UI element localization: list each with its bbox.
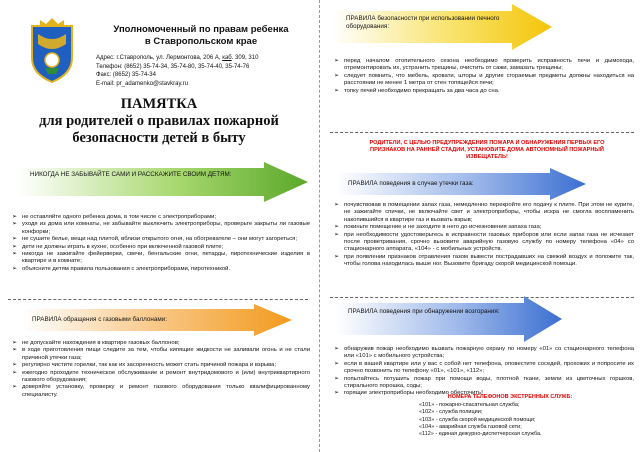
list-item [332, 376, 634, 391]
bullet-icon: ➢ [334, 224, 340, 231]
stove-banner [332, 4, 552, 50]
list-item-text: топку печей необходимо прекращать за два часа до сна. [344, 87, 500, 94]
list-item-text: в ходе приготовления пищи следите за тем, чтобы кипящие жидкости не заливали огонь и не стали причиной утечки газа; [22, 347, 310, 361]
list-item [10, 244, 310, 251]
bullet-icon: ➢ [334, 375, 340, 382]
right-column [322, 0, 640, 452]
bullet-icon: ➢ [12, 221, 18, 228]
contact-block [96, 54, 316, 88]
bullet-icon: ➢ [334, 202, 340, 208]
fire-banner [336, 296, 562, 342]
list-item [332, 88, 634, 95]
bullet-icon: ➢ [12, 369, 18, 376]
list-item-text: уходя из дома или комнаты, не забывайте выключить электроприборы, проверьте закрыты ли газовые конфорки; [22, 221, 310, 235]
bullet-icon: ➢ [12, 340, 18, 346]
divider [8, 299, 308, 300]
green-arrow-icon [18, 162, 308, 202]
bullet-icon: ➢ [12, 384, 18, 391]
fire-list [332, 346, 634, 398]
list-item [10, 340, 310, 347]
bullet-icon: ➢ [12, 243, 18, 250]
list-item [332, 224, 634, 231]
list-item-text: попытайтесь потушить пожар при помощи воды, плотной ткани, земли из цветочных горшков, стирального порошка, соды; [344, 375, 634, 390]
bullet-icon: ➢ [334, 231, 340, 238]
phone-entry: «104» - аварийная служба газовой сети; [419, 423, 522, 430]
list-item-text: покиньте помещение и не заходите в него до исчезновения запаха газа; [344, 224, 542, 231]
list-item-text: почувствовав в помещении запах газа, немедленно перекройте его подачу к плите. При этом не курите, не зажигайте спички, не включайте свет и электроприборы, чтобы искра не смогла воспламенить накопившийся в квартире газ и вызвать взрыв; [344, 202, 634, 223]
gas-leak-title: ПРАВИЛА поведения в случае утечки газа: [348, 180, 474, 187]
list-item-text: дети не должны играть в кухне, особенно при включенной газовой плите; [22, 243, 224, 250]
stove-list [332, 58, 634, 95]
phone-entry: «103» - служба скорой медицинской помощи; [419, 416, 536, 423]
address: Адрес: г.Ставрополь, ул. Лермонтова, 206 А, каб. 309, 310 [96, 55, 259, 61]
list-item [10, 266, 310, 273]
org-line-2: в Ставропольском крае [144, 36, 258, 47]
list-item [10, 370, 310, 385]
gas-leak-banner [336, 168, 586, 200]
blue-arrow-icon [336, 296, 562, 342]
list-item-text: доверяйте установку, проверку и ремонт газового оборудования только квалифицированному специалисту. [22, 384, 310, 398]
bullet-icon: ➢ [334, 58, 340, 64]
list-item-text: следует помнить, что мебель, кровати, шторы и другие сгораемые предметы должны находиться на расстоянии не менее 1 метра от стен топящейся печи; [344, 72, 634, 87]
memo-title: ПАМЯТКА для родителей о правилах пожарной безопасности детей в быту [39, 96, 279, 146]
left-column [0, 0, 318, 452]
bullet-icon: ➢ [12, 265, 18, 272]
phone-entry: «102» - служба полиции; [419, 409, 483, 416]
bullet-icon: ➢ [334, 390, 340, 397]
phone-entry: «101» - пожарно-спасательная служба; [419, 402, 520, 409]
list-item [10, 362, 310, 369]
list-item-text: при необходимости удостоверьтесь в исправности газовых приборов или если запах газа не исчезает после проветривания, срочно вызовите аварийную газовую службу по номеру телефона «04» со стационарного аппарата, «104» - с мобильных устройств. [344, 231, 634, 253]
list-item [332, 232, 634, 254]
list-item-text: не оставляйте одного ребенка дома, в том числе с электроприборами; [22, 214, 217, 220]
list-item-text: не допускайте нахождения в квартире газовых баллонов; [22, 340, 180, 346]
list-item-text: ежегодно проходите техническое обслуживание и ремонт внутридомового и (или) внутриквартирного газового оборудования; [22, 369, 310, 384]
phone: Телефон: (8652) 35-74-34, 35-74-80, 35-74-40, 35-74-76 [96, 63, 250, 70]
list-item-text: регулярно чистите горелки, так как их засоренность может стать причиной пожара и взрыва; [22, 362, 277, 369]
bullet-icon: ➢ [12, 214, 18, 220]
phones-title: НОМЕРА ТЕЛЕФОНОВ ЭКСТРЕННЫХ СЛУЖБ: [447, 394, 573, 400]
list-item [332, 361, 634, 376]
fire-title: ПРАВИЛА поведения при обнаружении возгорания: [348, 308, 500, 315]
never-forget-list [10, 214, 310, 273]
bullet-icon: ➢ [334, 346, 340, 352]
list-item-text: если в вашей квартире или у вас с собой нет телефона, оповестите соседей, прохожих и попросите их срочно позвонить по телефону «01», «101», «112»; [344, 360, 634, 375]
list-item [10, 347, 310, 362]
column-divider [319, 0, 320, 452]
fax: Факс: (8652) 35-74-34 [96, 72, 156, 79]
list-item [332, 73, 634, 88]
bullet-icon: ➢ [12, 347, 18, 354]
divider [330, 132, 634, 133]
list-item-text: не сушите белье, вещи над плитой, вблизи открытого огня, на обогревателе – они могут загореться; [22, 236, 297, 243]
phones-list [395, 402, 625, 438]
phone-entry: «112» - единая дежурно-диспетчерская служба. [419, 431, 542, 438]
never-forget-title: НИКОГДА НЕ ЗАБЫВАЙТЕ САМИ И РАССКАЖИТЕ СВОИМ ДЕТЯМ: [30, 171, 232, 178]
list-item [10, 384, 310, 399]
list-item [332, 202, 634, 224]
list-item [10, 221, 310, 236]
bullet-icon: ➢ [334, 72, 340, 79]
bullet-icon: ➢ [12, 236, 18, 243]
organization-title [96, 24, 306, 48]
emergency-phones [395, 394, 625, 438]
bullet-icon: ➢ [334, 360, 340, 367]
gas-cylinders-title: ПРАВИЛА обращения с газовыми баллонами: [32, 316, 167, 323]
bullet-icon: ➢ [12, 251, 18, 258]
gas-leak-list [332, 202, 634, 269]
bullet-icon: ➢ [12, 362, 18, 369]
email: E-mail: pr_adamenko@stavkray.ru [96, 80, 189, 87]
gas-cylinders-list [10, 340, 310, 399]
list-item-text: обнаружив пожар необходимо вызвать пожарную охрану по номеру «01» со стационарного телефона или «101» с мобильного устройства; [344, 346, 634, 360]
list-item [332, 346, 634, 361]
bullet-icon: ➢ [334, 253, 340, 260]
list-item [332, 254, 634, 269]
list-item [332, 58, 634, 73]
stove-title: ПРАВИЛА безопасности при использовании печного оборудования: [346, 15, 500, 30]
list-item-text: при появлении признаков отравления газом вывести пострадавших на свежий воздух и положите так, чтобы голова находилась выше ног. Вызовите бригаду скорой медицинской помощи. [344, 253, 634, 268]
list-item [10, 251, 310, 266]
list-item [10, 236, 310, 243]
org-line-1: Уполномоченный по правам ребенка [113, 24, 289, 35]
list-item-text: никогда не зажигайте фейерверки, свечи, бенгальские огни, петарды, пиротехнические изделия в квартире и в комнате; [22, 251, 310, 265]
coat-of-arms-icon [28, 14, 76, 84]
list-item-text: горящие электроприборы необходимо обесточить! [344, 390, 483, 397]
list-item-text: объясните детям правила пользования с электроприборами, пиротехникой. [22, 265, 231, 272]
gas-cylinders-banner [22, 304, 292, 336]
list-item-text: перед началом отопительного сезона необходимо проверить исправность печи и дымохода, отремонтировать их, устранить трещины, очистить от сажи, замазать трещины; [344, 58, 634, 72]
never-forget-banner [18, 162, 308, 202]
bullet-icon: ➢ [334, 87, 340, 94]
detector-warning: РОДИТЕЛИ, С ЦЕЛЬЮ ПРЕДУПРЕЖДЕНИЯ ПОЖАРА И ОБНАРУЖЕНИЯ ПЕРВЫХ ЕГО ПРИЗНАКОВ НА РАННЕЙ СТАДИИ, УСТАНОВИТЕ ДОМА АВТОНОМНЫЙ ПОЖАРНЫЙ ИЗВЕЩАТЕЛЬ! [369, 140, 605, 160]
